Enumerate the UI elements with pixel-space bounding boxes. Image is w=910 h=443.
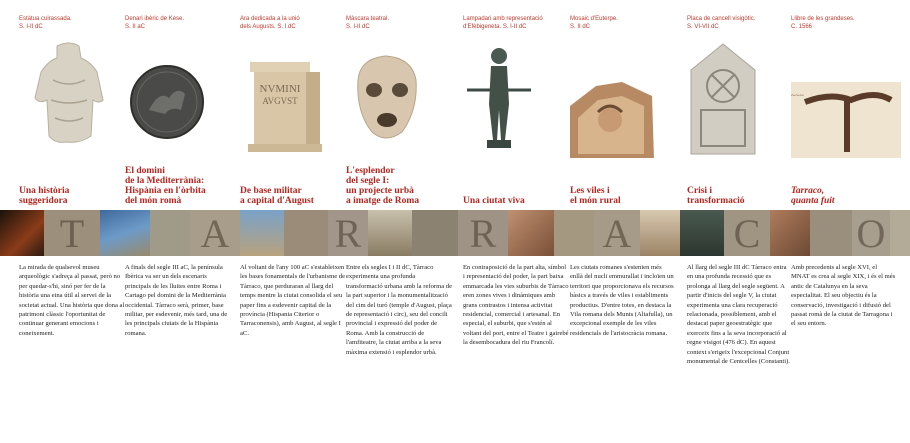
altar-image	[240, 40, 340, 158]
section-body: Amb precedents al segle XVI, el MNAT es crea al segle XIX, i és el més antic de Catalunya en la seva especialitat. El seu objectiu és la conservació, investigació i difusió del passat romà de la ciutat de Tarragona i el seu entorn.	[791, 264, 896, 328]
carved-plaque-image	[687, 40, 787, 158]
letter-tile	[458, 210, 508, 256]
section-heading: El domini de la Mediterrània: Hispània en l'òrbita del món romà	[125, 166, 206, 206]
photo-strip	[0, 210, 910, 256]
photo-tile	[680, 210, 724, 256]
section-body: Al voltant de l'any 100 aC s'estableixen les bases fonamentals de l'urbanisme de Tàrraco, que perduraran al llarg del temps mentre la ciutat consolida el seu paper fins a esdevenir capital de la província (Hispania Citerior o Tarraconensis), amb August, al segle I aC.	[240, 264, 346, 337]
letter-tile	[44, 210, 100, 256]
strip-letter: A	[602, 211, 632, 256]
photo-tile	[368, 210, 412, 256]
section-body: Les ciutats romanes s'estenien més enllà del nucli emmurallat i incloïen un territori que proporcionava els recursos bàsics a través de viles i establiments productius. D'entre totes, en destaca la Vila romana dels Munts (Altafulla), un excepcional exemple de les viles residencials de l'aristocràcia romana.	[570, 264, 674, 337]
section-heading: Una ciutat viva	[463, 196, 525, 206]
photo-tile	[640, 210, 680, 256]
strip-letter: T	[59, 211, 85, 256]
object-caption: Ara dedicada a la unió dels Augusts. S. I dC	[240, 16, 300, 30]
svg-text:NVMINI: NVMINI	[259, 83, 301, 95]
mosaic-image	[570, 40, 670, 158]
letter-tile	[190, 210, 240, 256]
letter-tile	[594, 210, 640, 256]
object-caption: Estàtua cuirassada. S. I-II dC	[19, 16, 72, 30]
photo-tile	[100, 210, 150, 256]
mask-image	[346, 40, 446, 158]
section-body: La mirada de qualsevol museu arqueològic s'adreça al passat, però no per quedar-s'hi, sinó per fer de la història una eina útil al servei de la societat actual. Una història que dona al patrimoni clàssic l'oportunitat de continuar generant emocions i coneixement.	[19, 264, 125, 337]
object-caption: Placa de cancell visigòtic. S. VI-VII dC	[687, 16, 756, 30]
object-caption: Mosaic d'Euterpe. S. II dC	[570, 16, 618, 30]
strip-letter: R	[334, 211, 362, 256]
section-heading: Una història suggeridora	[19, 186, 70, 206]
object-caption: Llibre de les grandeses. C. 1566	[791, 16, 855, 30]
strip-letter: A	[200, 211, 230, 256]
section-heading: Crisi i transformació	[687, 186, 745, 206]
photo-tile	[284, 210, 328, 256]
strip-letter: C	[733, 211, 761, 256]
object-caption: Màscara teatral. S. I-II dC	[346, 16, 390, 30]
letter-tile	[852, 210, 890, 256]
svg-text:~~~: ~~~	[791, 91, 804, 100]
object-caption: Lampadari amb representació d'Efèbigeneta. S. I-II dC	[463, 16, 543, 30]
photo-tile	[0, 210, 44, 256]
svg-text:AVGVST: AVGVST	[262, 96, 298, 106]
letter-tile	[328, 210, 368, 256]
photo-tile	[554, 210, 594, 256]
section-heading: Tarraco, quanta fuit	[791, 186, 835, 206]
statue-image	[19, 40, 119, 158]
bronze-statuette-image	[463, 40, 563, 158]
photo-tile	[890, 210, 910, 256]
object-caption: Denari ibèric de Kese. S. II aC	[125, 16, 185, 30]
coin-image	[125, 40, 225, 158]
section-heading: Les viles i el món rural	[570, 186, 621, 206]
section-body: Entre els segles I i II dC, Tàrraco experimenta una profunda transformació urbana amb la reforma de la part superior i la monumentalització del cim del turó (temple d'August, plaça de representació i circ), seu del concili provincial i expressió del poder de Roma. Amb la construcció de l'amfiteatre, la ciutat arriba a la seva màxima extensió i esplendor urbà.	[346, 264, 452, 356]
manuscript-image	[791, 40, 901, 158]
photo-tile	[810, 210, 852, 256]
section-heading: De base militar a capital d'August	[240, 186, 314, 206]
letter-tile	[724, 210, 770, 256]
section-body: A finals del segle III aC, la península Ibèrica va ser un dels escenaris principals de les lluites entre Roma i Cartago pel domini de la Mediterrània occidental. Tàrraco serà, primer, base militar, per esdevenir, més tard, una de les principals ciutats de la Hispània romana.	[125, 264, 228, 337]
section-body: En contraposició de la part alta, símbol i representació del poder, la part baixa emmarcada les vies suburbis de Tàrraco eren zones vives i dinàmiques amb grans contrastos i intensa activitat residencial, comercial i artesanal. En especial, el suburbi, que s'estén al voltant del port, entre el Teatre i gairebé la desembocadura del riu Francolí.	[463, 264, 569, 347]
strip-letter: R	[469, 211, 497, 256]
photo-tile	[770, 210, 810, 256]
section-heading: L'esplendor del segle I: un projecte urbà a imatge de Roma	[346, 166, 420, 206]
photo-tile	[150, 210, 190, 256]
photo-tile	[412, 210, 458, 256]
strip-letter: O	[856, 211, 886, 256]
photo-tile	[240, 210, 284, 256]
section-body: Al llarg del segle III dC Tàrraco entra en una profunda recessió que es prolonga al llarg del segle següent. A partir d'inicis del segle V, la ciutat experimenta una clara recuperació relacionada, possiblement, amb el destacat paper geoestratègic que exerceix fins a la seva incorporació al regne visigot (476 dC). En aquest context s'erigeix l'excepcional Conjunt monumental de Centcelles (Constanti).	[687, 264, 790, 366]
photo-tile	[508, 210, 554, 256]
